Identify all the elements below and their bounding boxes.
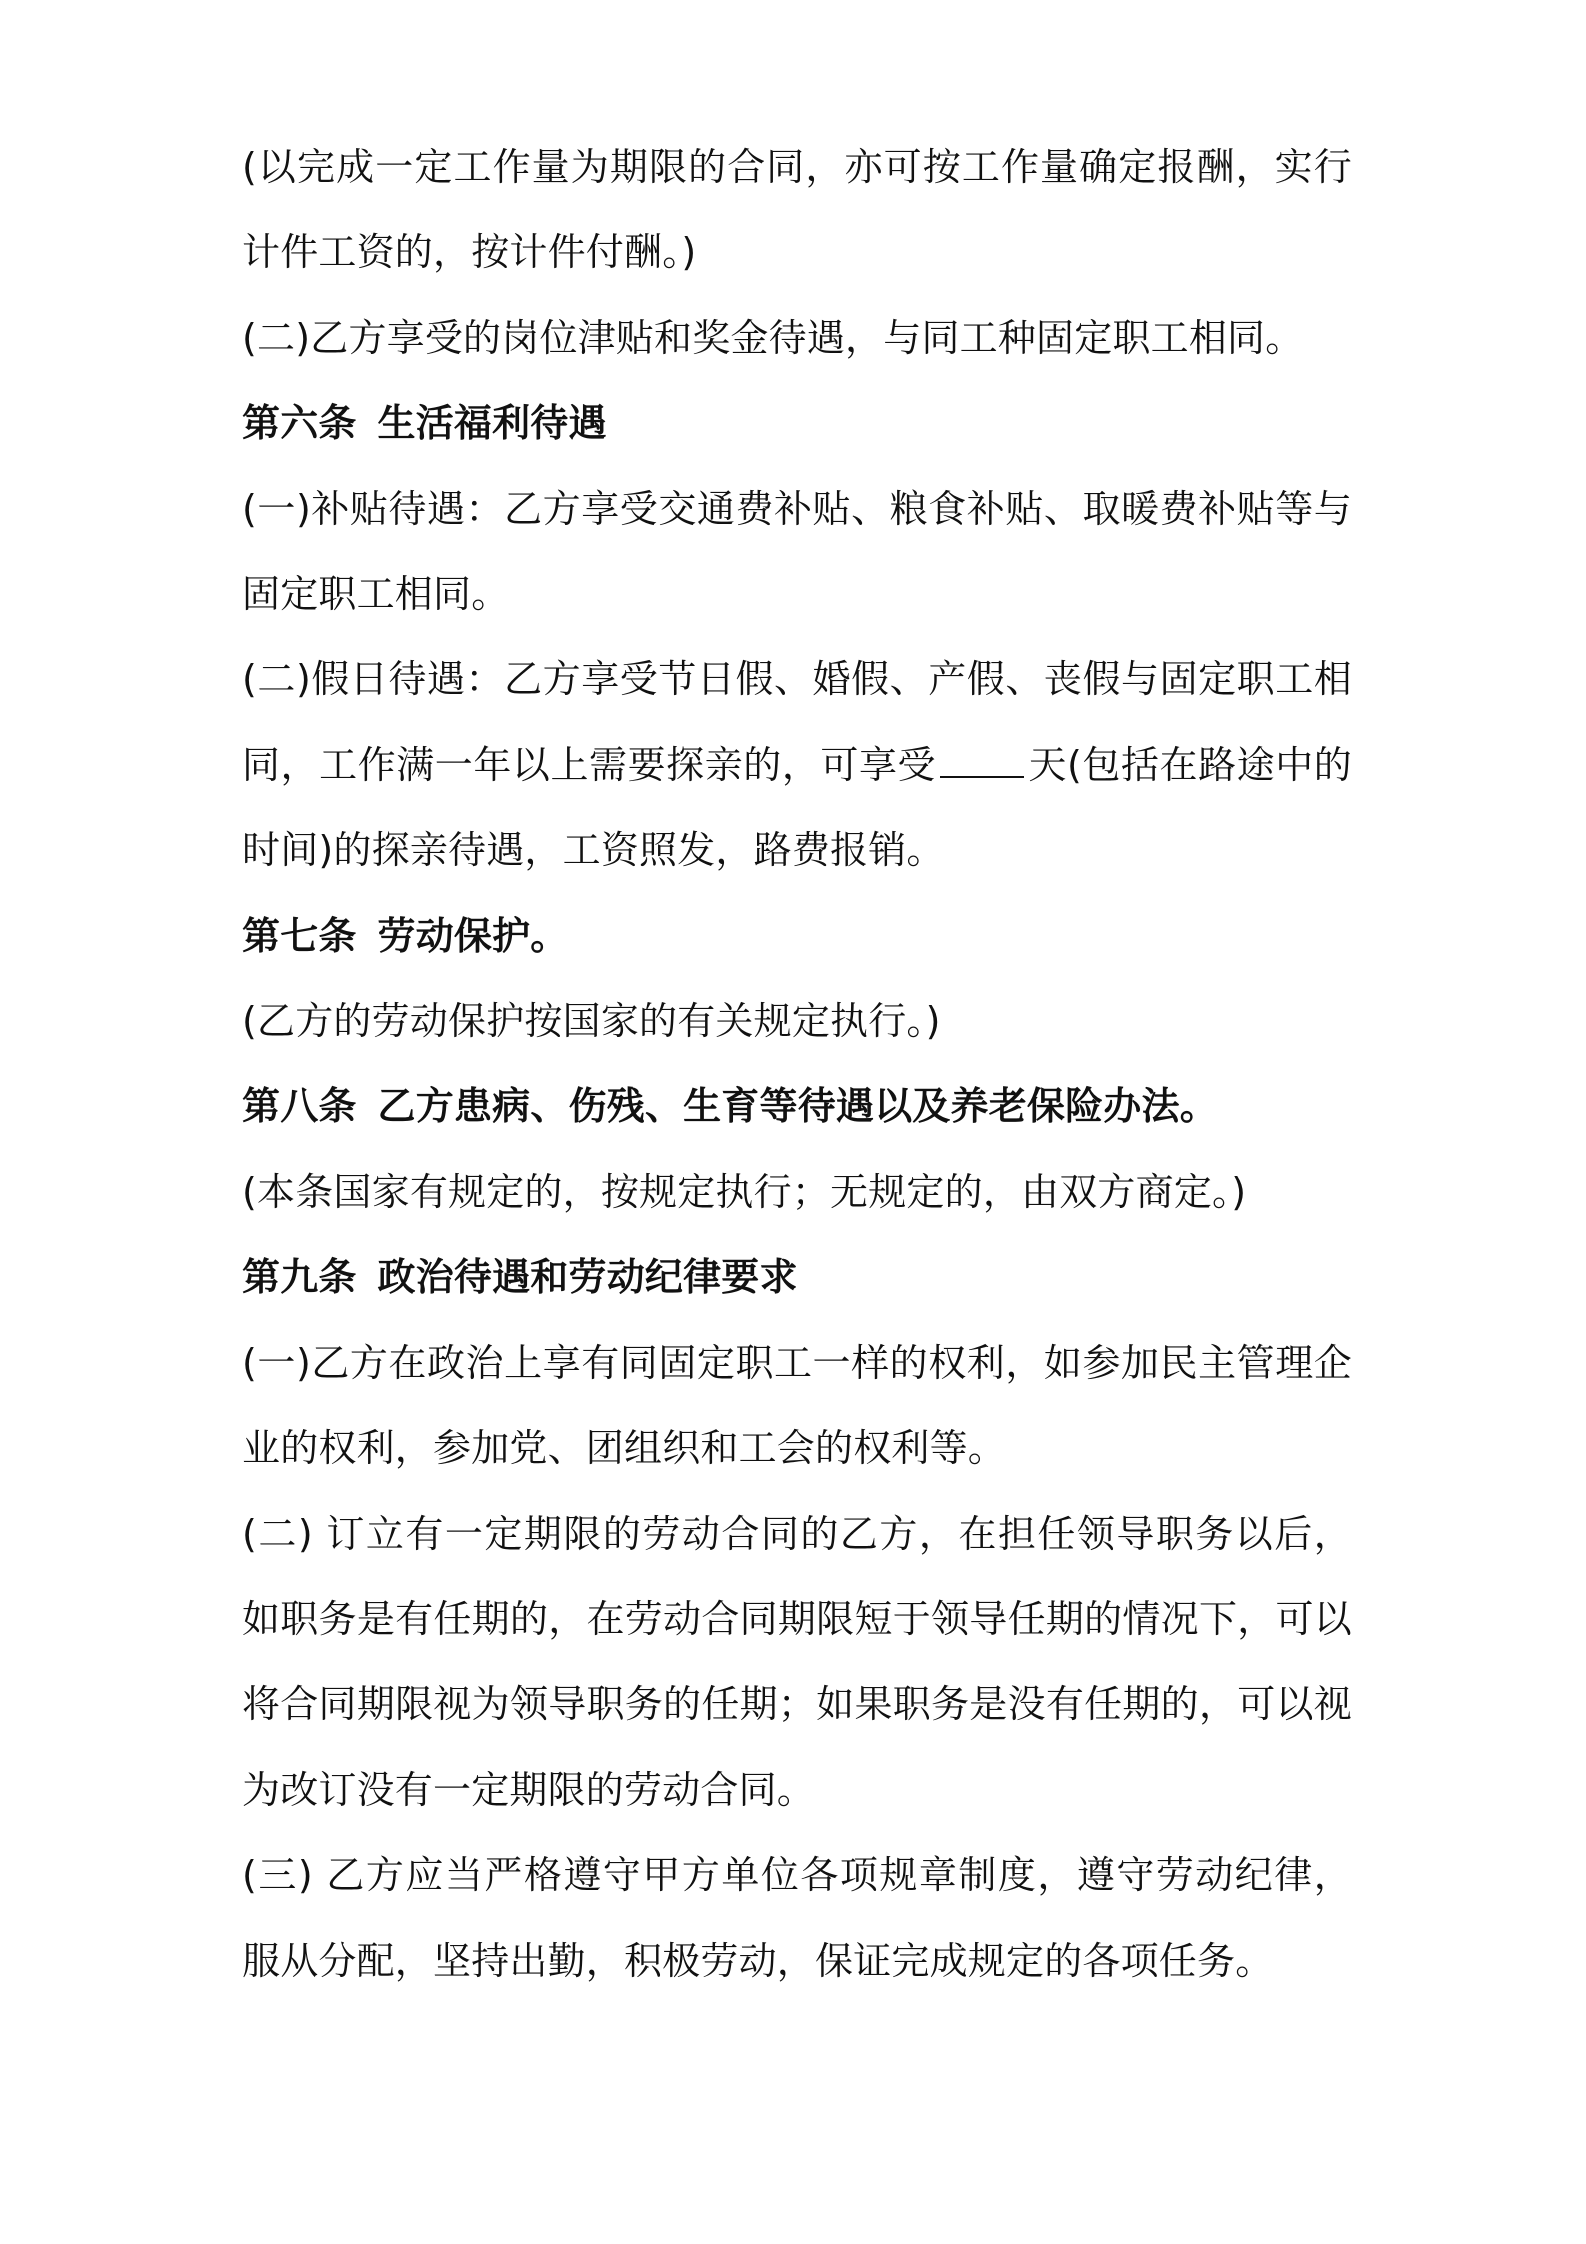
article-6-heading — [242, 381, 1352, 466]
holiday-text-after: 天(包括在路途中的时间)的探亲待遇，工资照发，路费报销。 — [242, 742, 1352, 873]
article-9-number: 第九条 — [242, 1255, 357, 1300]
paragraph-subsidy: (一)补贴待遇：乙方享受交通费补贴、粮食补贴、取暖费补贴等与固定职工相同。 — [242, 486, 1352, 617]
article-8-title: 乙方患病、伤残、生育等待遇以及养老保险办法。 — [377, 1084, 1218, 1129]
paragraph-leadership-term: (二) 订立有一定期限的劳动合同的乙方，在担任领导职务以后，如职务是有任期的，在劳动合同期限短于领导任期的情况下，可以将合同期限视为领导职务的任期；如果职务是没有任期的，可以视为改订没有一定期限的劳动合同。 — [242, 1511, 1352, 1812]
paragraph-piecework-note: (以完成一定工作量为期限的合同，亦可按工作量确定报酬，实行计件工资的，按计件付酬。) — [242, 145, 1352, 275]
holiday-text-before: (二)假日待遇：乙方享受节日假、婚假、产假、丧假与固定职工相同，工作满一年以上需要探亲的，可享受 — [242, 657, 1352, 787]
paragraph-holiday — [242, 637, 1352, 893]
home-leave-days-blank — [940, 746, 1024, 778]
article-6-number: 第六条 — [242, 401, 357, 446]
article-9-title: 政治待遇和劳动纪律要求 — [377, 1255, 798, 1300]
article-9-heading — [242, 1235, 1352, 1320]
paragraph-article-8-note: (本条国家有规定的，按规定执行；无规定的，由双方商定。) — [242, 1169, 1247, 1214]
paragraph-allowance-bonus: (二)乙方享受的岗位津贴和奖金待遇，与同工种固定职工相同。 — [242, 315, 1304, 360]
document-body — [242, 125, 1352, 2004]
article-7-number: 第七条 — [242, 913, 357, 958]
article-8-heading — [242, 1064, 1352, 1149]
article-7-heading — [242, 894, 1352, 979]
paragraph-labor-protection: (乙方的劳动保护按国家的有关规定执行。) — [242, 999, 941, 1044]
article-6-title: 生活福利待遇 — [377, 401, 607, 446]
article-7-title: 劳动保护。 — [377, 913, 569, 958]
paragraph-political-rights: (一)乙方在政治上享有同固定职工一样的权利，如参加民主管理企业的权利，参加党、团组织和工会的权利等。 — [242, 1340, 1352, 1471]
article-8-number: 第八条 — [242, 1084, 357, 1129]
paragraph-discipline: (三) 乙方应当严格遵守甲方单位各项规章制度，遵守劳动纪律，服从分配，坚持出勤，积极劳动，保证完成规定的各项任务。 — [242, 1853, 1352, 1983]
